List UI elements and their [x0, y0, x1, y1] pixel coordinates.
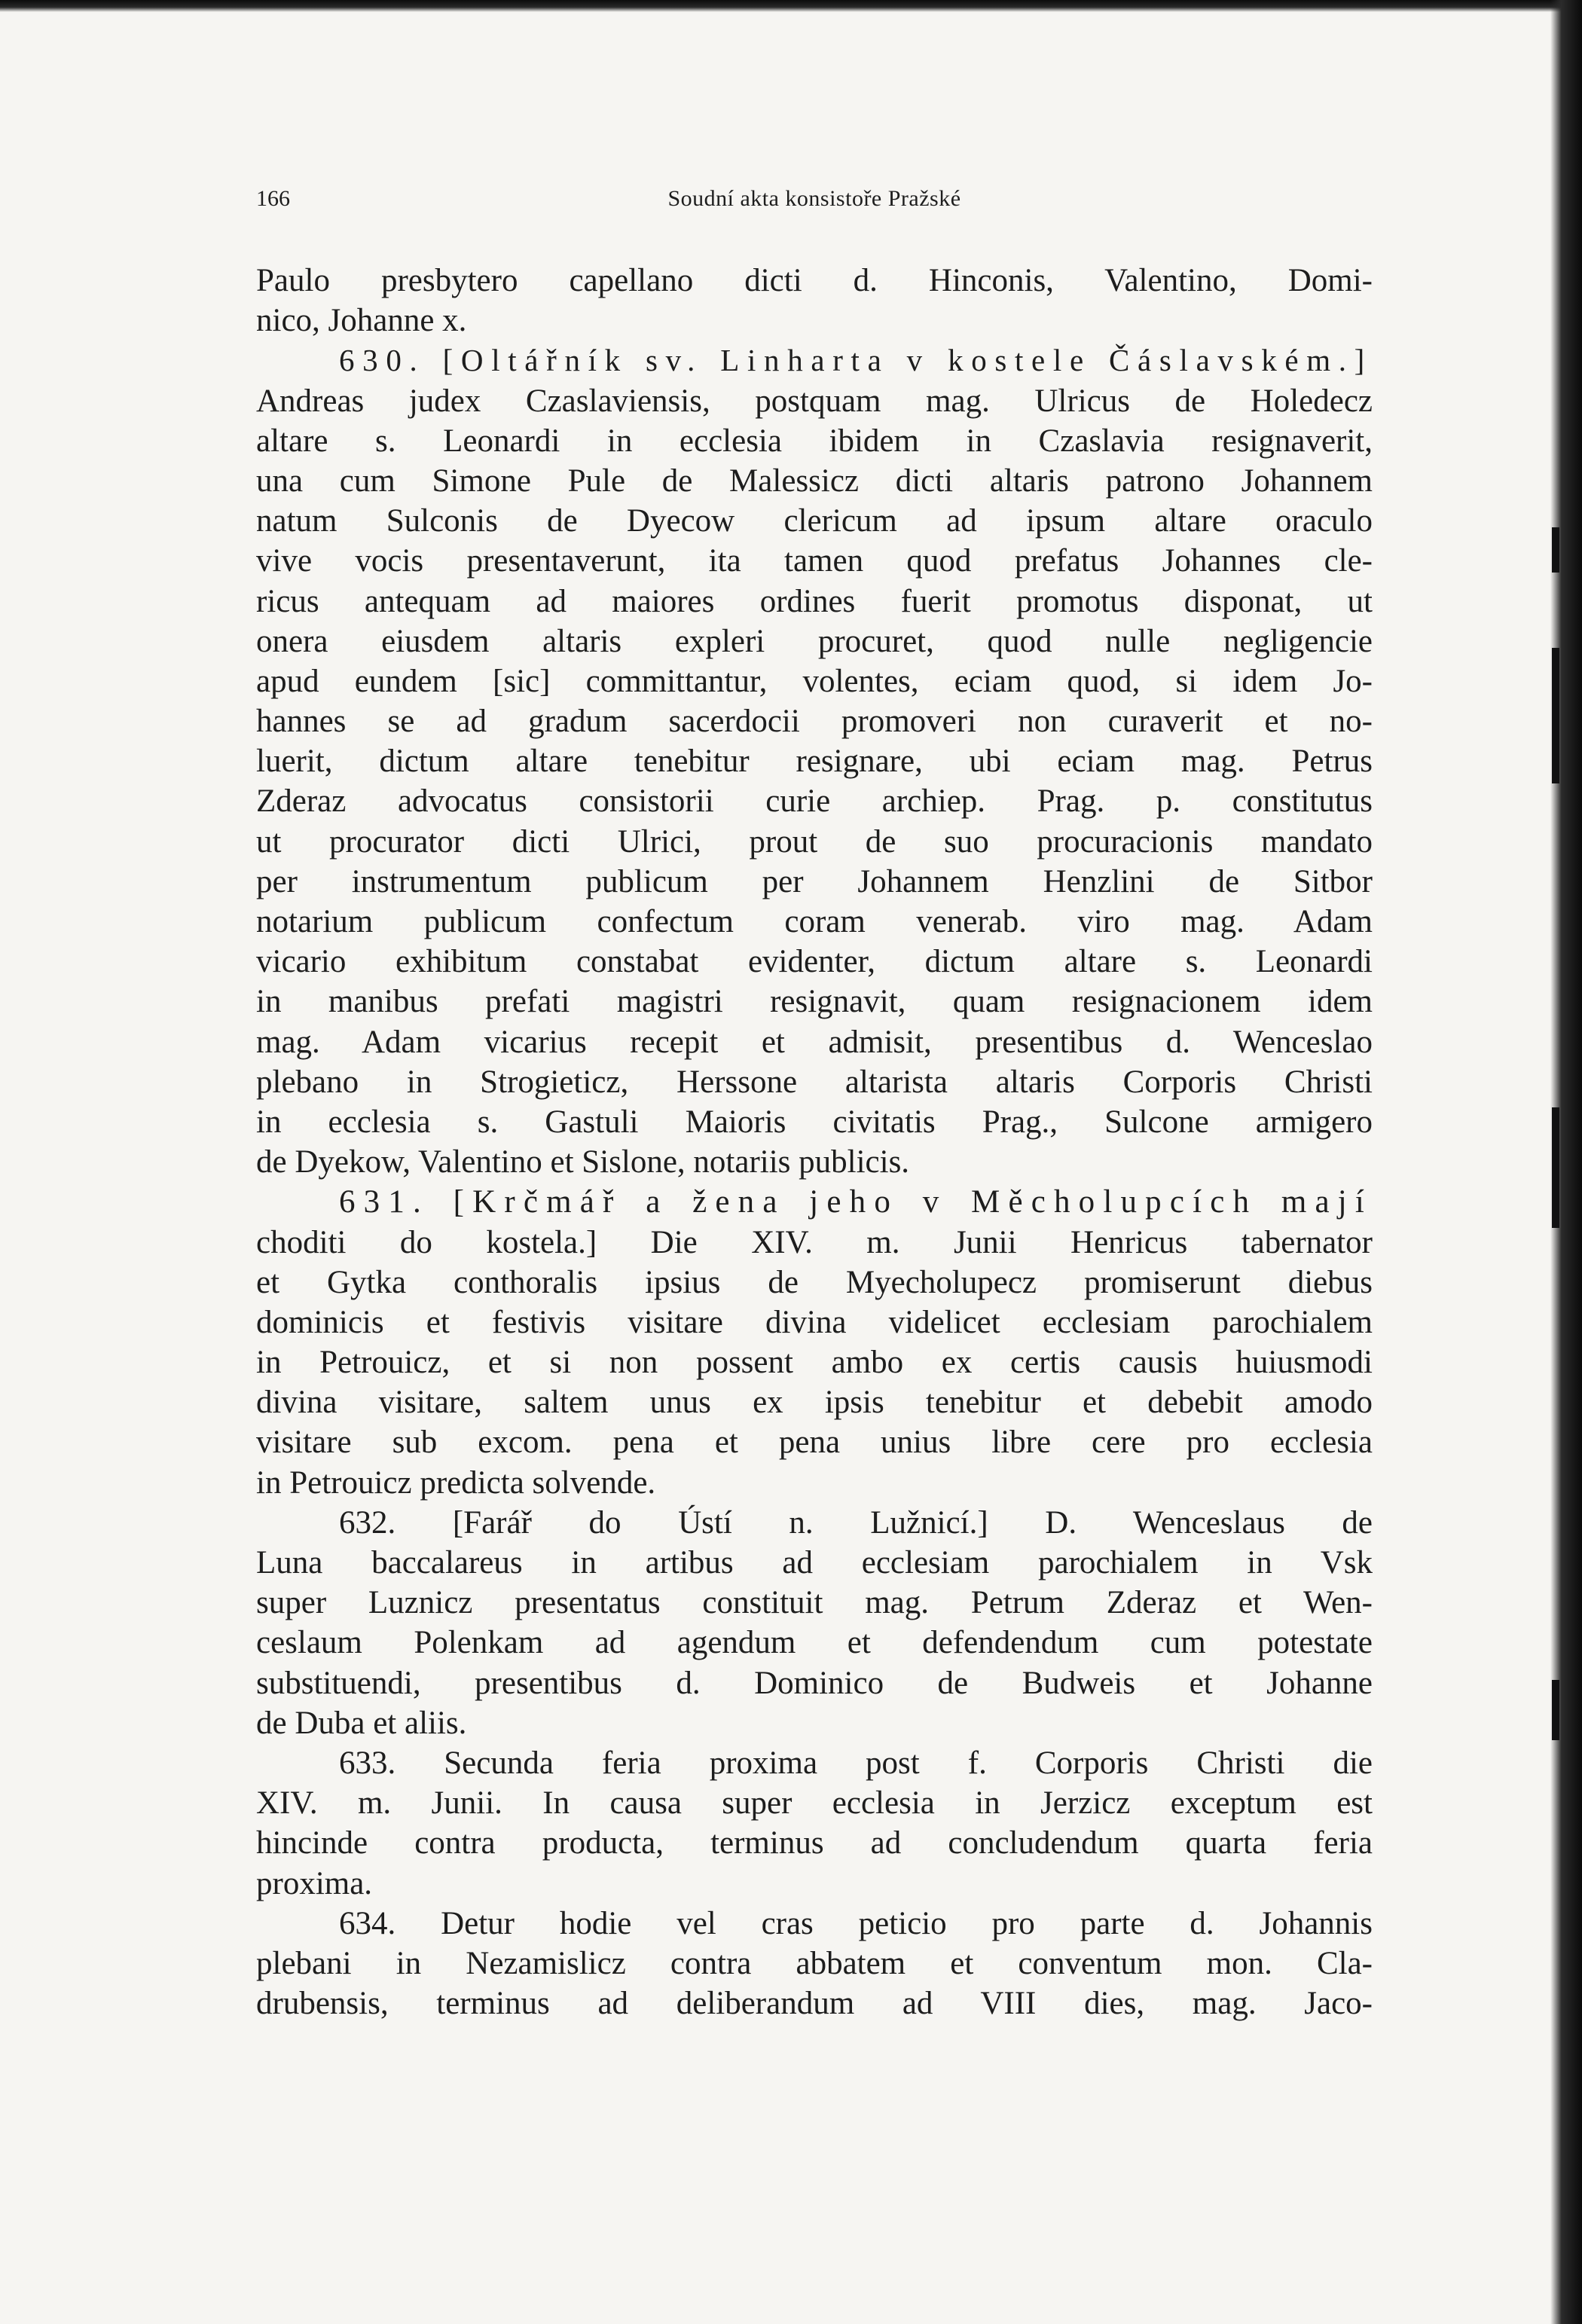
text-line: in Petrouicz predicta solvende.	[256, 1464, 656, 1501]
body-text	[256, 261, 1373, 2023]
text-line: visitare sub excom. pena et pena unius libre cere pro ecclesia	[256, 1425, 1373, 1461]
text-line: et Gytka conthoralis ipsius de Myecholupecz promiserunt diebus	[256, 1264, 1373, 1300]
text-line: Luna baccalareus in artibus ad ecclesiam parochialem in Vsk	[256, 1545, 1373, 1580]
scan-edge-mark	[1552, 527, 1559, 573]
text-line: substituendi, presentibus d. Dominico de Budweis et Johanne	[256, 1665, 1373, 1701]
text-line: de Dyekow, Valentino et Sislone, notariis publicis.	[256, 1144, 910, 1180]
text-line: proxima.	[256, 1865, 373, 1901]
text-line: notarium publicum confectum coram venerab. viro mag. Adam	[256, 904, 1373, 939]
text-line: XIV. m. Junii. In causa super ecclesia in Jerzicz exceptum est	[256, 1785, 1373, 1822]
text-line: vive vocis presentaverunt, ita tamen quod prefatus Johannes cle-	[256, 543, 1373, 579]
scan-top-edge	[0, 0, 1582, 12]
text-line: dominicis et festivis visitare divina videlicet ecclesiam parochialem	[256, 1304, 1373, 1340]
entry-heading-633: 633. Secunda feria proxima post f. Corporis Christi die	[339, 1745, 1373, 1781]
text-line: in ecclesia s. Gastuli Maioris civitatis Prag., Sulcone armigero	[256, 1104, 1373, 1140]
text-line: in manibus prefati magistri resignavit, quam resignacionem idem	[256, 984, 1373, 1020]
page-number: 166	[256, 186, 290, 211]
scan-edge-mark	[1552, 1680, 1559, 1740]
text-line: choditi do kostela.] Die XIV. m. Junii Henricus tabernator	[256, 1224, 1373, 1260]
text-line: mag. Adam vicarius recepit et admisit, presentibus d. Wenceslao	[256, 1024, 1373, 1060]
entry-heading-631: 631. [Krčmář a žena jeho v Měcholupcích mají	[339, 1184, 1373, 1220]
scan-edge-mark	[1552, 1107, 1559, 1228]
text-line: altare s. Leonardi in ecclesia ibidem in Czaslavia resignaverit,	[256, 423, 1373, 459]
text-line: in Petrouicz, et si non possent ambo ex certis causis huiusmodi	[256, 1345, 1373, 1381]
text-line: de Duba et aliis.	[256, 1705, 467, 1741]
entry-heading-630: 630. [Oltářník sv. Linharta v kostele Čáslavském.]	[339, 343, 1373, 378]
text-line: drubensis, terminus ad deliberandum ad VIII dies, mag. Jaco-	[256, 1986, 1373, 2022]
entry-heading-632: 632. [Farář do Ústí n. Lužnicí.] D. Wenceslaus de	[339, 1504, 1373, 1541]
text-line: Zderaz advocatus consistorii curie archiep. Prag. p. constitutus	[256, 783, 1373, 820]
text-line: ceslaum Polenkam ad agendum et defendendum cum potestate	[256, 1625, 1373, 1661]
text-line: onera eiusdem altaris expleri procuret, quod nulle negligencie	[256, 623, 1373, 659]
text-line: hannes se ad gradum sacerdocii promoveri non curaverit et no-	[256, 704, 1373, 740]
page-header	[256, 184, 1373, 214]
text-line: divina visitare, saltem unus ex ipsis tenebitur et debebit amodo	[256, 1385, 1373, 1421]
text-line: apud eundem [sic] committantur, volentes, eciam quod, si idem Jo-	[256, 663, 1373, 699]
text-line: Paulo presbytero capellano dicti d. Hinconis, Valentino, Domi-	[256, 263, 1373, 298]
text-line: ricus antequam ad maiores ordines fuerit promotus disponat, ut	[256, 583, 1373, 619]
text-line: plebano in Strogieticz, Herssone altarista altaris Corporis Christi	[256, 1064, 1373, 1100]
text-line: plebani in Nezamislicz contra abbatem et conventum mon. Cla-	[256, 1945, 1373, 1981]
text-line: vicario exhibitum constabat evidenter, dictum altare s. Leonardi	[256, 944, 1373, 980]
text-line: una cum Simone Pule de Malessicz dicti altaris patrono Johannem	[256, 463, 1373, 499]
text-line: ut procurator dicti Ulrici, prout de suo procuracionis mandato	[256, 823, 1373, 860]
entry-heading-634: 634. Detur hodie vel cras peticio pro parte d. Johannis	[339, 1905, 1373, 1941]
text-line: super Luznicz presentatus constituit mag. Petrum Zderaz et Wen-	[256, 1585, 1373, 1621]
text-line: luerit, dictum altare tenebitur resignare, ubi eciam mag. Petrus	[256, 744, 1373, 780]
text-line: per instrumentum publicum per Johannem Henzlini de Sitbor	[256, 863, 1373, 899]
text-line: hincinde contra producta, terminus ad concludendum quarta feria	[256, 1825, 1373, 1861]
running-title: Soudní akta konsistoře Pražské	[667, 186, 961, 211]
text-line: nico, Johanne x.	[256, 303, 467, 339]
text-line: natum Sulconis de Dyecow clericum ad ipsum altare oraculo	[256, 503, 1373, 539]
scan-edge-mark	[1552, 648, 1559, 783]
text-line: Andreas judex Czaslaviensis, postquam mag. Ulricus de Holedecz	[256, 383, 1373, 419]
